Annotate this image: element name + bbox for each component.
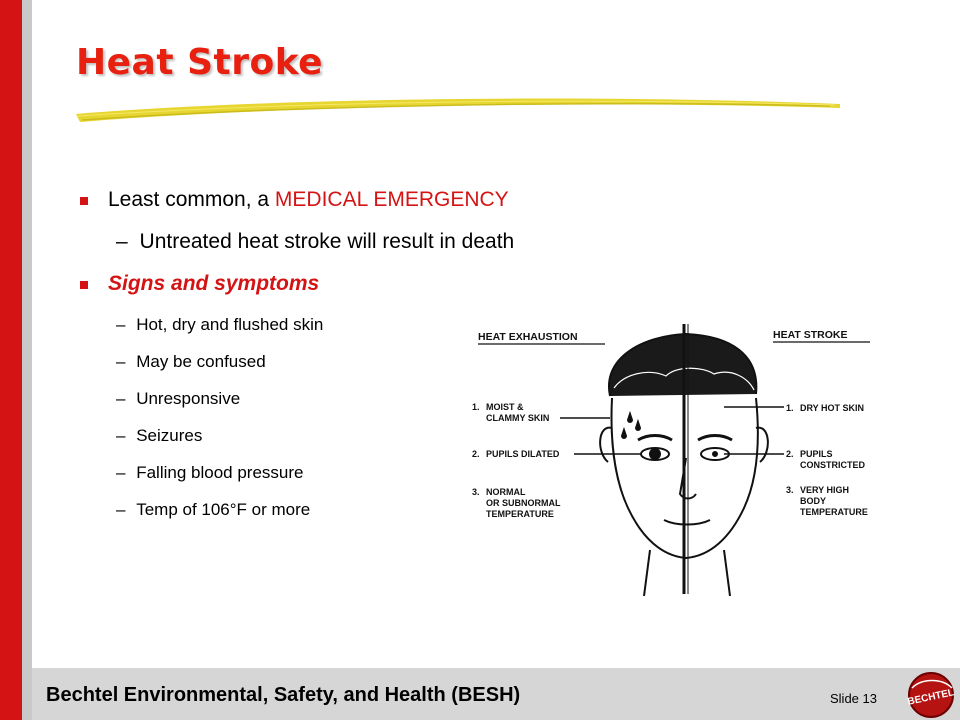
diagram-left-label: NORMAL [486,487,526,497]
dash-icon: – [116,315,126,334]
symptom-text: Hot, dry and flushed skin [136,315,324,334]
diagram-right-num: 2. [786,449,794,459]
diagram-left-label: PUPILS DILATED [486,449,560,459]
symptom-text: May be confused [136,352,266,371]
bullet-text: Least common, a [108,188,275,211]
symptom-item [116,352,266,372]
dash-icon: – [116,230,128,253]
symptom-item [116,315,323,335]
slide-number: Slide 13 [830,691,877,706]
diagram-left-label: MOIST & [486,402,524,412]
symptom-item [116,426,202,446]
diagram-right-num: 3. [786,485,794,495]
symptom-text: Falling blood pressure [136,463,304,482]
symptom-item [116,463,303,483]
sub-bullet-untreated [116,230,514,254]
square-bullet-icon [80,281,88,289]
diagram-left-num: 2. [472,449,480,459]
emphasis-text: MEDICAL EMERGENCY [274,188,509,211]
diagram-right-label: BODY [800,496,827,506]
dash-icon: – [116,389,126,408]
diagram-right-heading: HEAT STROKE [773,329,848,341]
bullet-signs-symptoms [80,272,319,296]
diagram-right-label: PUPILS [800,449,833,459]
symptom-text: Seizures [136,426,203,445]
diagram-right-label: CONSTRICTED [800,460,865,470]
bullet-text: Signs and symptoms [108,272,320,295]
title-underline-swoosh [70,92,850,128]
dash-icon: – [116,500,126,519]
diagram-right-num: 1. [786,403,794,413]
left-bar-shadow [22,0,32,720]
diagram-left-num: 1. [472,402,480,412]
bechtel-logo [902,668,960,720]
symptom-item [116,500,310,520]
bullet-medical-emergency [80,188,509,212]
footer-organization: Bechtel Environmental, Safety, and Health (BESH) [46,684,521,706]
dash-icon: – [116,352,126,371]
dash-icon: – [116,426,126,445]
svg-text:BECHTEL: BECHTEL [906,687,956,708]
left-accent-bar [0,0,22,720]
diagram-right-label: DRY HOT SKIN [800,403,865,413]
slide-title: Heat Stroke [76,42,324,83]
sub-bullet-text: Untreated heat stroke will result in death [139,230,515,253]
diagram-left-label: OR SUBNORMAL [486,498,561,508]
diagram-right-label: VERY HIGH [800,485,850,495]
diagram-left-label: TEMPERATURE [486,509,554,519]
heat-exhaustion-vs-stroke-diagram [462,318,894,596]
diagram-left-num: 3. [472,487,480,497]
symptom-text: Temp of 106°F or more [136,500,311,519]
dash-icon: – [116,463,126,482]
footer-bar [32,668,960,720]
diagram-left-heading: HEAT EXHAUSTION [478,331,578,343]
diagram-left-label: CLAMMY SKIN [486,413,550,423]
diagram-right-label: TEMPERATURE [800,507,868,517]
square-bullet-icon [80,197,88,205]
symptom-text: Unresponsive [136,389,241,408]
symptom-item [116,389,240,409]
